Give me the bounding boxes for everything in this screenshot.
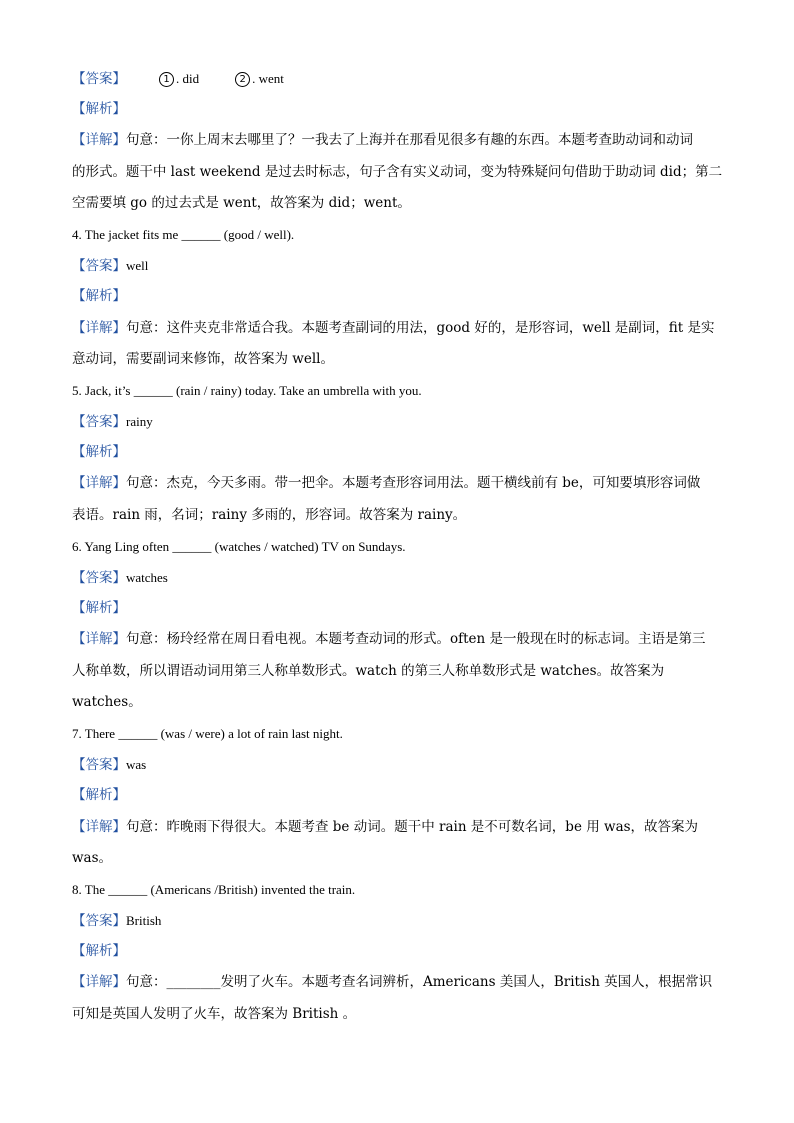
- answer-tag: 【答案】: [72, 71, 126, 87]
- detail-text: 句意：________发明了火车。本题考查名词辨析，Americans 美国人，British 英国人，根据常识: [126, 974, 713, 991]
- detail-line: [72, 812, 722, 843]
- answer-value: well: [126, 258, 149, 274]
- analysis-tag: 【解析】: [72, 787, 126, 804]
- question-7: 7. There ______ (was / were) a lot of rain last night.: [72, 725, 343, 741]
- answer-value: rainy: [126, 414, 153, 430]
- question-4: 4. The jacket fits me ______ (good / well).: [72, 226, 295, 242]
- question-8: 8. The ______ (Americans /British) invented the train.: [72, 881, 356, 897]
- detail-text: 意动词，需要副词来修饰，故答案为 well。: [72, 350, 334, 367]
- answer-line-q7: [72, 749, 722, 780]
- detail-line: [72, 344, 722, 375]
- detail-line: [72, 843, 722, 874]
- analysis-tag: 【解析】: [72, 101, 126, 118]
- analysis-line-q3: [72, 94, 722, 125]
- detail-tag: 【详解】: [72, 974, 126, 991]
- answer-line-q4: [72, 250, 722, 281]
- detail-text: 句意：昨晚雨下得很大。本题考查 be 动词。题干中 rain 是不可数名词，be 用 was，故答案为: [126, 818, 699, 835]
- detail-line: [72, 687, 722, 718]
- question-5: 5. Jack, it’s ______ (rain / rainy) today. Take an umbrella with you.: [72, 382, 422, 398]
- answer-value: watches: [126, 570, 168, 585]
- detail-line: [72, 999, 722, 1030]
- detail-line: [72, 656, 722, 687]
- detail-text: was。: [72, 849, 113, 866]
- analysis-tag: 【解析】: [72, 444, 126, 461]
- detail-line: [72, 967, 722, 998]
- detail-text: 可知是英国人发明了火车，故答案为 British 。: [72, 1005, 357, 1022]
- answer-tag: 【答案】: [72, 258, 126, 275]
- analysis-tag: 【解析】: [72, 600, 126, 617]
- answer-blank-2: . went: [252, 71, 284, 86]
- answer-line-q3: [72, 63, 722, 94]
- detail-text: 句意：这件夹克非常适合我。本题考查副词的用法，good 好的，是形容词，well 是副词，fit 是实: [126, 319, 715, 336]
- circled-number-1: 1: [159, 72, 174, 87]
- answer-value: British: [126, 913, 162, 929]
- detail-text: 句意：杰克，今天多雨。带一把伞。本题考查形容词用法。题干横线前有 be，可知要填形容词做: [126, 475, 701, 492]
- answer-blank-1: . did: [176, 71, 200, 86]
- detail-text: 人称单数，所以谓语动词用第三人称单数形式。watch 的第三人称单数形式是 watches。故答案为: [72, 662, 665, 679]
- answer-line-q6: [72, 562, 722, 593]
- answer-tag: 【答案】: [72, 757, 126, 774]
- detail-tag: 【详解】: [72, 132, 126, 149]
- detail-text: 句意：杨玲经常在周日看电视。本题考查动词的形式。often 是一般现在时的标志词。主语是第三: [126, 631, 706, 648]
- answer-tag: 【答案】: [72, 414, 126, 431]
- detail-text: watches。: [72, 693, 142, 710]
- answer-tag: 【答案】: [72, 913, 126, 930]
- analysis-line-q4: [72, 281, 722, 312]
- analysis-line-q8: [72, 936, 722, 967]
- detail-tag: 【详解】: [72, 631, 126, 648]
- detail-line: [72, 624, 722, 655]
- detail-tag: 【详解】: [72, 319, 126, 336]
- answer-line-q8: [72, 905, 722, 936]
- answer-value: was: [126, 757, 147, 773]
- answer-line-q5: [72, 406, 722, 437]
- analysis-tag: 【解析】: [72, 943, 126, 960]
- detail-text: 句意：一你上周末去哪里了？一我去了上海并在那看见很多有趣的东西。本题考查助动词和动词: [126, 132, 693, 149]
- question-6: 6. Yang Ling often ______ (watches / watched) TV on Sundays.: [72, 538, 406, 554]
- worksheet-page: [72, 63, 722, 1030]
- answer-tag: 【答案】: [72, 570, 126, 586]
- detail-text: 表语。rain 雨，名词；rainy 多雨的，形容词。故答案为 rainy。: [72, 506, 467, 523]
- circled-number-2: 2: [235, 72, 250, 87]
- detail-line: [72, 468, 722, 499]
- detail-line: [72, 157, 721, 188]
- analysis-line-q5: [72, 437, 722, 468]
- analysis-tag: 【解析】: [72, 288, 126, 305]
- detail-line: [72, 125, 722, 156]
- detail-text: 空需要填 go 的过去式是 went，故答案为 did；went。: [72, 194, 411, 211]
- detail-line: [72, 500, 722, 531]
- detail-tag: 【详解】: [72, 818, 126, 835]
- detail-tag: 【详解】: [72, 475, 126, 492]
- detail-line: [72, 313, 722, 344]
- analysis-line-q6: [72, 593, 722, 624]
- detail-line: [72, 188, 722, 219]
- detail-text: 的形式。题干中 last weekend 是过去时标志，句子含有实义动词，变为特殊疑问句借助于助动词 did；第二: [72, 163, 723, 180]
- analysis-line-q7: [72, 780, 722, 811]
